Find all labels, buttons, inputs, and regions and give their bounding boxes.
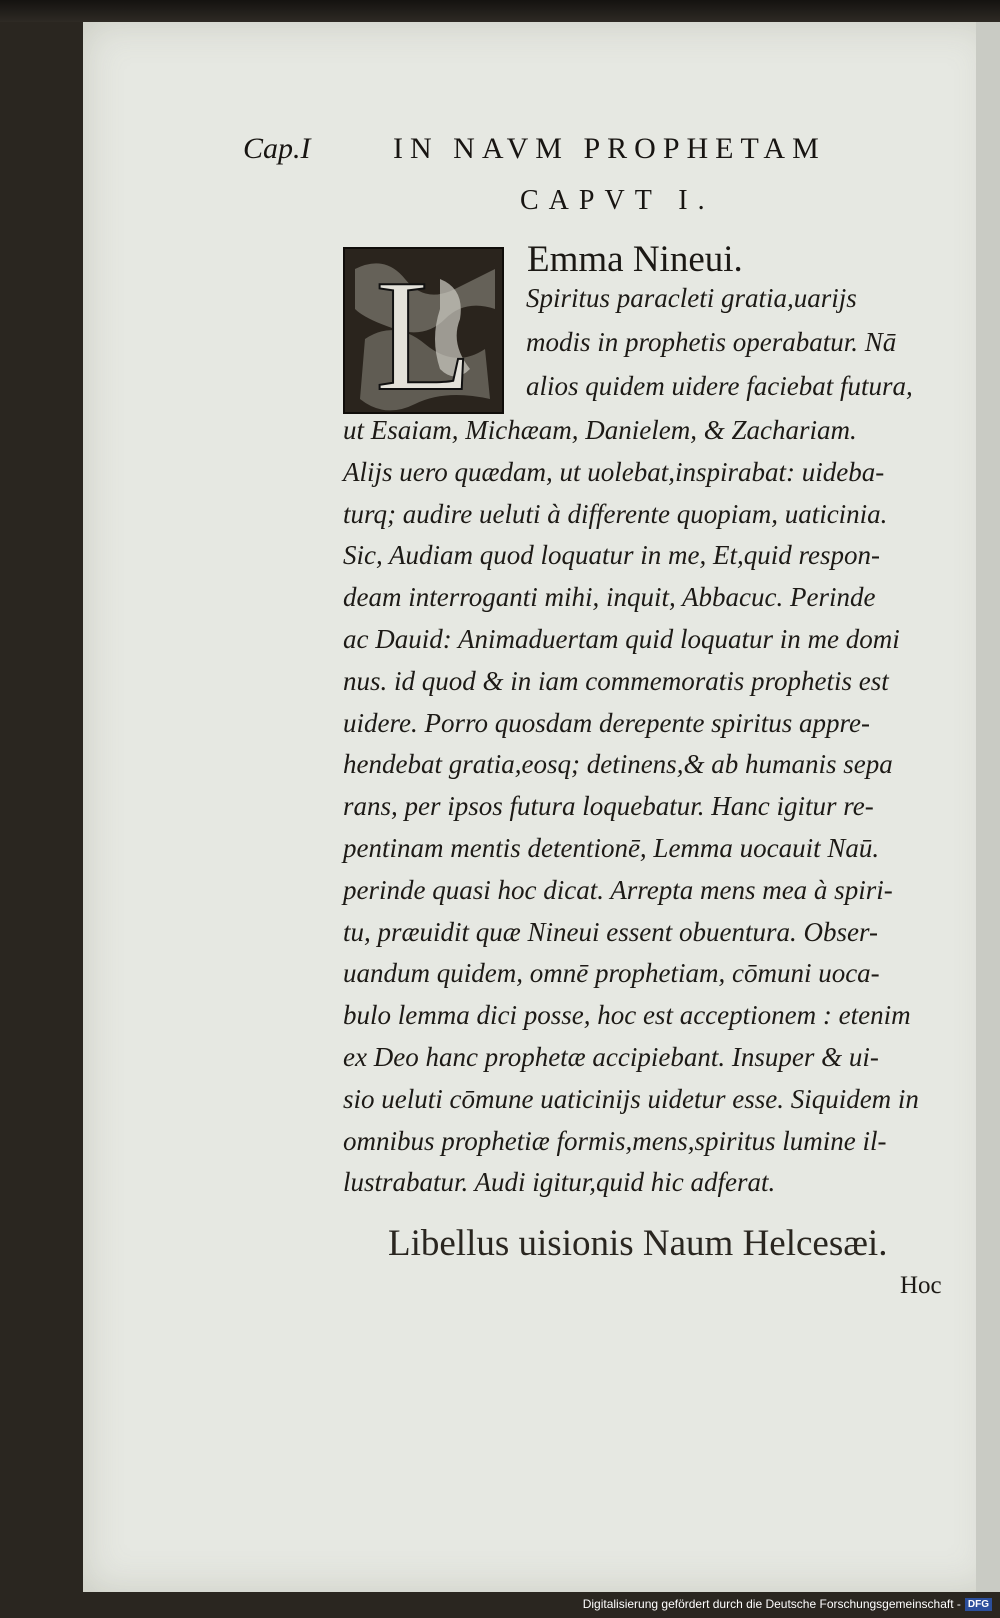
digitization-footer	[583, 1597, 992, 1611]
chapter-marker: Cap.I	[243, 132, 311, 165]
running-head	[0, 132, 1000, 172]
text-line: Sic, Audiam quod loquatur in me, Et,quid respon-	[343, 540, 880, 571]
text-line: hendebat gratia,eosq; detinens,& ab humanis sepa	[343, 749, 893, 780]
text-line: uandum quidem, omnē prophetiam, cōmuni uoca-	[343, 958, 880, 989]
text-line: rans, per ipsos futura loquebatur. Hanc igitur re-	[343, 791, 874, 822]
text-line: modis in prophetis operabatur. Nā	[526, 327, 897, 357]
catchword: Hoc	[900, 1272, 942, 1299]
text-line: sio ueluti cōmune uaticinijs uidetur esse. Siquidem in	[343, 1083, 919, 1114]
text-line: pentinam mentis detentionē, Lemma uocauit Naū.	[343, 833, 880, 863]
text-line: Spiritus paracleti gratia,uarijs	[526, 283, 857, 313]
text-line: nus. id quod & in iam commemoratis prophetis est	[343, 665, 889, 696]
text-line: ac Dauid: Animaduertam quid loquatur in me domi	[343, 624, 900, 654]
decorated-initial-image	[343, 247, 504, 414]
text-line: lustrabatur. Audi igitur,quid hic adferat.	[343, 1167, 776, 1198]
text-line: alios quidem uidere faciebat futura,	[526, 371, 913, 401]
page-edge	[976, 22, 1000, 1592]
verse-heading: Libellus uisionis Naum Helcesæi.	[388, 1223, 888, 1264]
text-line: turq; audire ueluti à differente quopiam, uaticinia.	[343, 498, 888, 529]
text-line: tu, præuidit quæ Nineui essent obuentura. Obser-	[343, 916, 878, 947]
scan-border	[0, 0, 1000, 22]
lemma-heading: Emma Nineui.	[527, 239, 743, 280]
drop-cap-letter: L	[375, 249, 473, 412]
text-line: bulo lemma dici posse, hoc est acceptionem : etenim	[343, 1000, 911, 1031]
text-line: Alijs uero quædam, ut uolebat,inspirabat: uideba-	[343, 456, 885, 487]
text-line: ex Deo hanc prophetæ accipiebant. Insuper & ui-	[343, 1042, 879, 1072]
chapter-heading: CAPVT I.	[520, 185, 715, 216]
text-line: deam interroganti mihi, inquit, Abbacuc. Perinde	[343, 582, 876, 613]
footer-text: Digitalisierung gefördert durch die Deutsche Forschungsgemeinschaft -	[582, 1597, 961, 1611]
text-line: omnibus prophetiæ formis,mens,spiritus lumine il-	[343, 1125, 887, 1156]
text-line: perinde quasi hoc dicat. Arrepta mens mea à spiri-	[343, 874, 893, 905]
running-title: IN NAVM PROPHETAM	[393, 132, 826, 165]
dfg-logo: DFG	[965, 1598, 992, 1611]
text-line: ut Esaiam, Michæam, Danielem, & Zachariam.	[343, 415, 857, 445]
text-line: uidere. Porro quosdam derepente spiritus appre-	[343, 707, 870, 738]
